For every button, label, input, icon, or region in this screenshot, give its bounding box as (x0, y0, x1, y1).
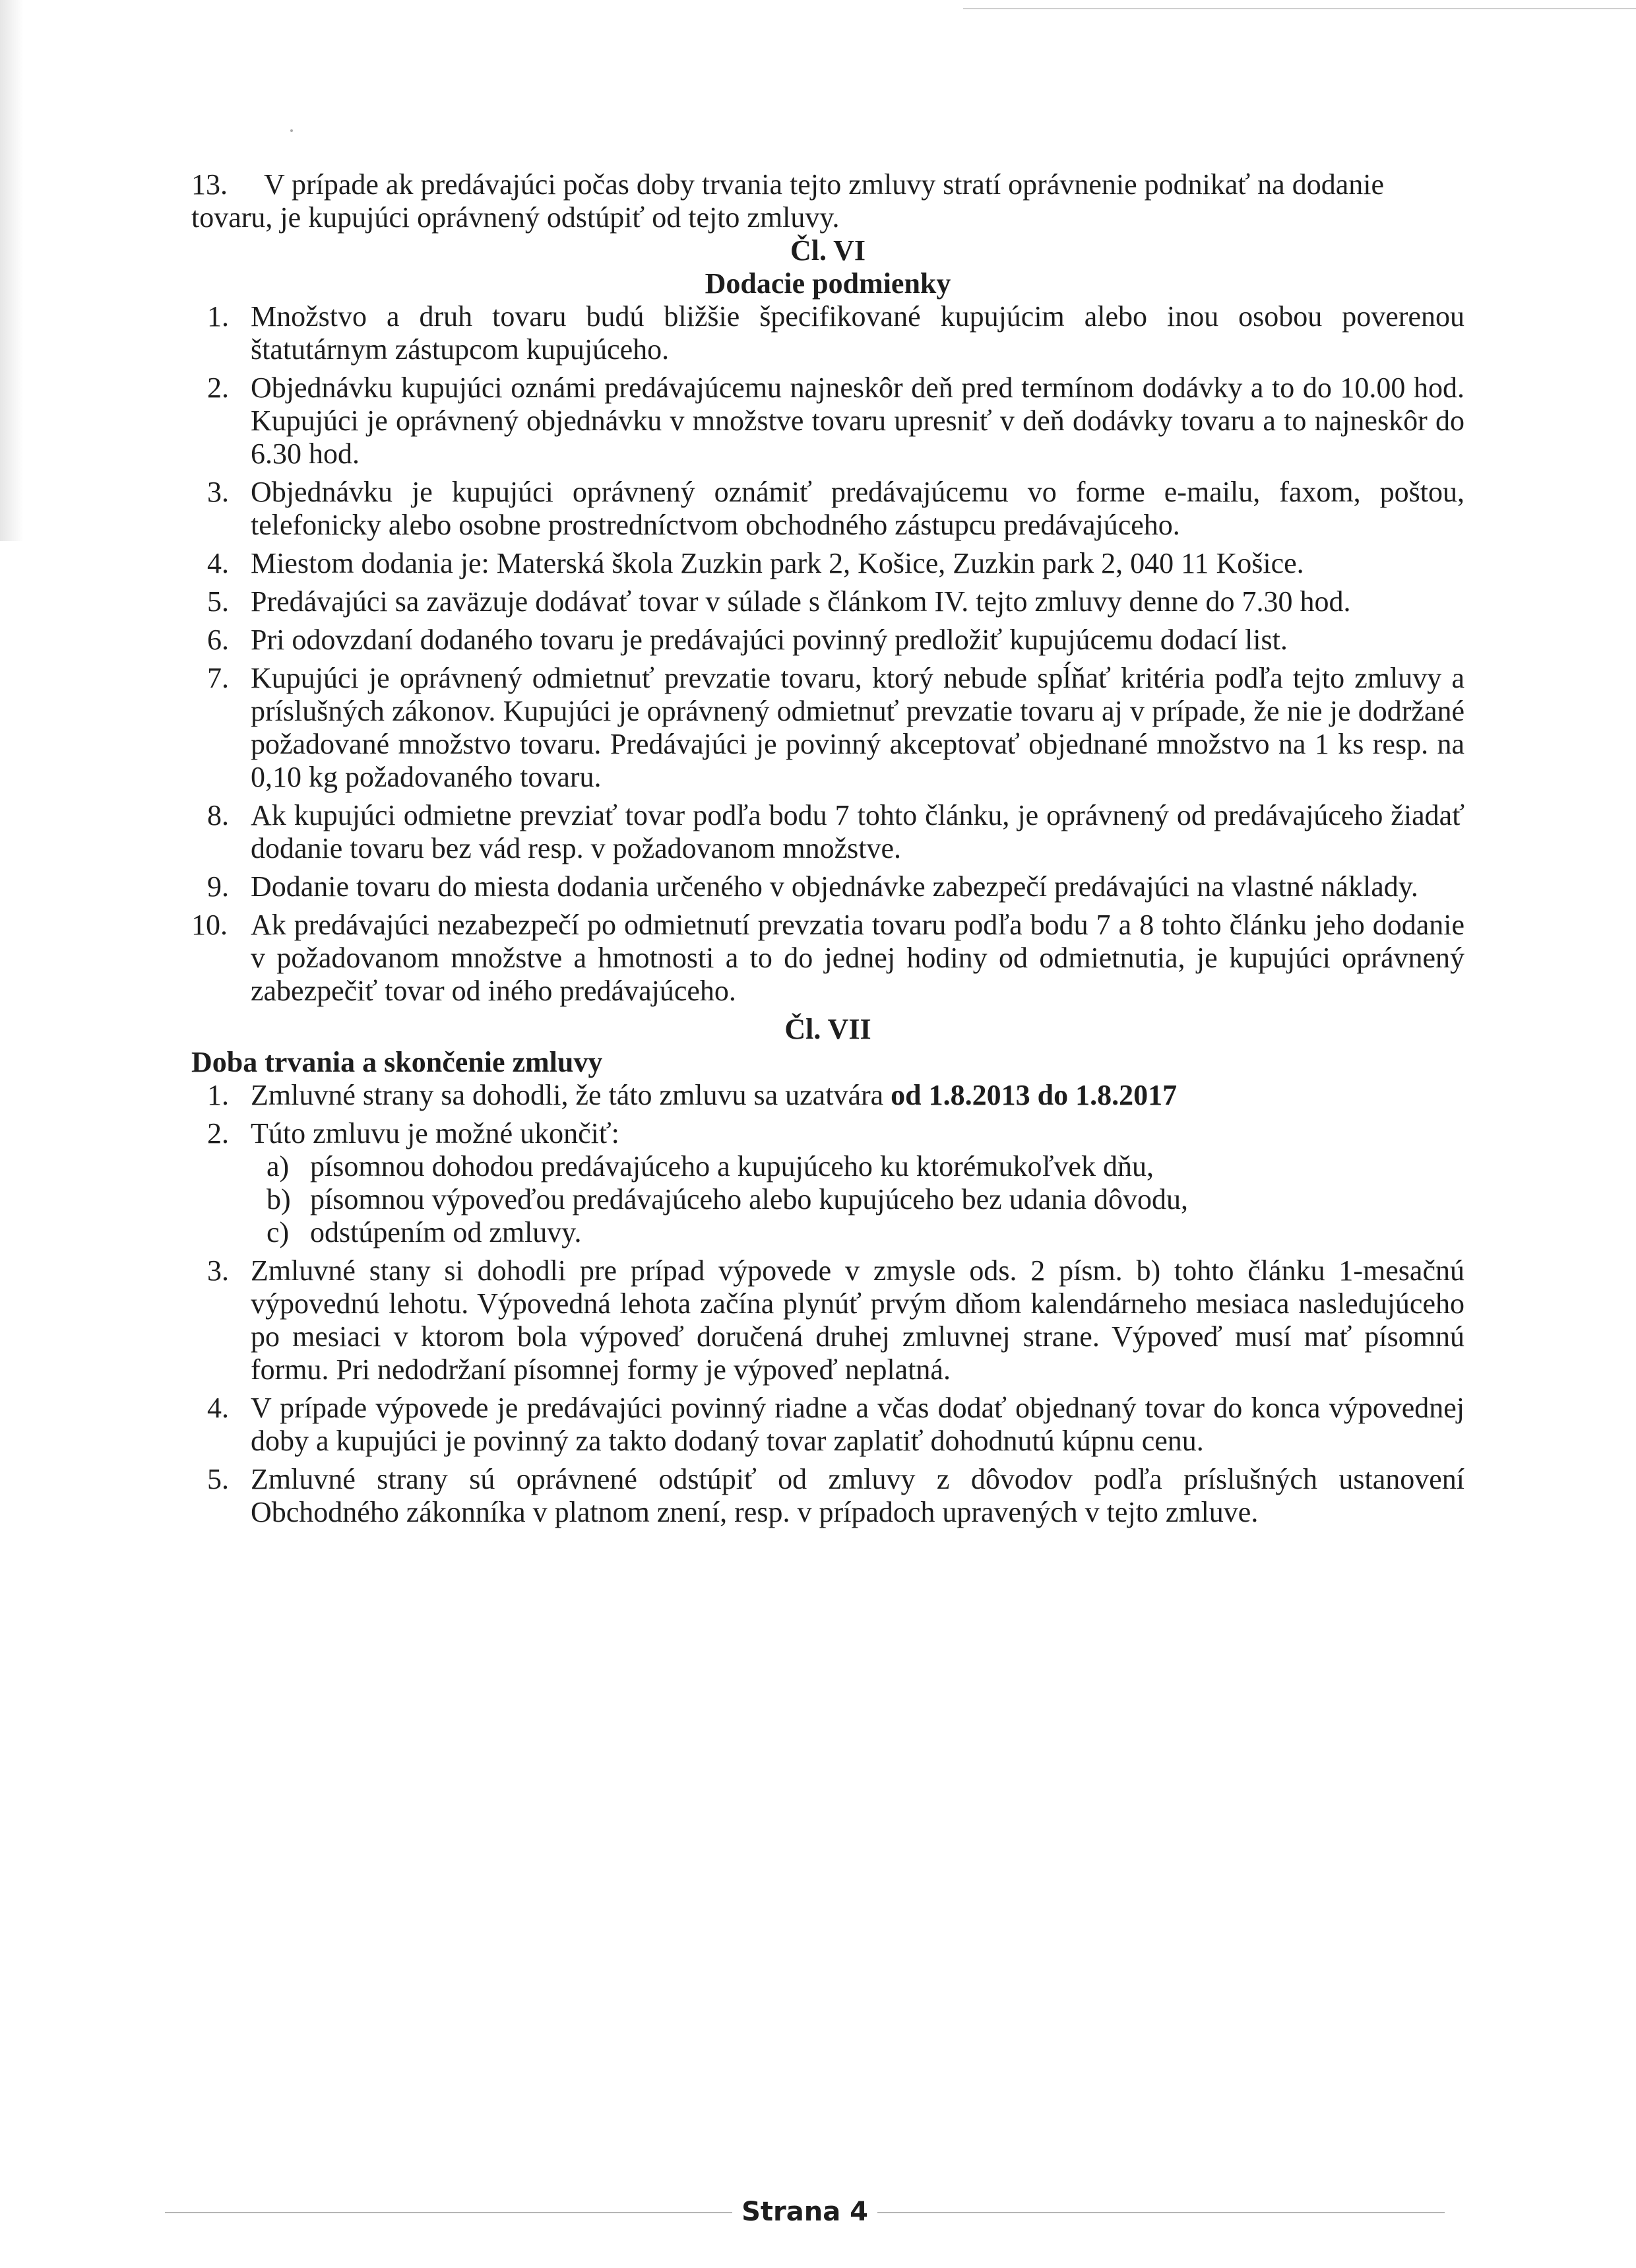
item-number: 2. (207, 1117, 229, 1150)
item-number: 6. (207, 624, 229, 656)
paragraph-text: V prípade ak predávajúci počas doby trvania tejto zmluvy stratí oprávnenie podnikať na dodanie tovaru, je kupujúci oprávnený odstúpiť od tejto zmluvy. (191, 168, 1384, 234)
sub-item (251, 1150, 1464, 1183)
item-number: 1. (207, 1079, 229, 1111)
item-number: 8. (207, 799, 229, 831)
article-7-list (191, 1079, 1464, 1529)
article-6-list (191, 300, 1464, 1008)
list-item (191, 300, 1464, 366)
item-text: Ak predávajúci nezabezpečí po odmietnutí prevzatia tovaru podľa bodu 7 a 8 tohto článku jeho dodanie v požadovanom množstve a hmotnosti a to do jednej hodiny od odmietnutia, je kupujúci oprávnený zabezpečiť tovar od iného predávajúceho. (251, 909, 1464, 1007)
item-number: 4. (207, 547, 229, 579)
article-6-heading: Čl. VI (790, 234, 866, 267)
article-6-title: Dodacie podmienky (705, 267, 951, 300)
item-text: Dodanie tovaru do miesta dodania určeného v objednávke zabezpečí predávajúci na vlastné náklady. (251, 870, 1418, 903)
list-item (191, 1392, 1464, 1458)
item-number: 7. (207, 662, 229, 694)
sub-item-text: písomnou výpoveďou predávajúceho alebo kupujúceho bez udania dôvodu, (310, 1183, 1188, 1215)
item-number: 4. (207, 1392, 229, 1424)
item-text: Miestom dodania je: Materská škola Zuzkin park 2, Košice, Zuzkin park 2, 040 11 Košice. (251, 547, 1304, 579)
list-item (191, 624, 1464, 657)
article-7-title: Doba trvania a skončenie zmluvy (191, 1046, 603, 1078)
termination-options (251, 1150, 1464, 1249)
page-number: Strana 4 (741, 2197, 868, 2227)
list-item (191, 372, 1464, 470)
item-text: Predávajúci sa zaväzuje dodávať tovar v súlade s článkom IV. tejto zmluvy denne do 7.30 hod. (251, 585, 1351, 618)
scan-edge-line (963, 8, 1636, 9)
item-text: Zmluvné strany sú oprávnené odstúpiť od zmluvy z dôvodov podľa príslušných ustanovení Obchodného zákonníka v platnom znení, resp. v prípadoch upravených v tejto zmluve. (251, 1463, 1464, 1528)
item-number: 5. (207, 1463, 229, 1495)
page-footer (165, 2196, 1445, 2229)
item-number: 10. (191, 909, 228, 941)
list-item (191, 1117, 1464, 1249)
sub-item-letter: b) (267, 1183, 291, 1215)
item-number: 3. (207, 476, 229, 508)
item-text: Množstvo a druh tovaru budú bližšie špecifikované kupujúcim alebo inou osobou poverenou štatutárnym zástupcom kupujúceho. (251, 300, 1464, 366)
list-item (191, 909, 1464, 1008)
article-7-heading: Čl. VII (784, 1013, 871, 1045)
paragraph-13 (191, 168, 1464, 234)
item-number: 1. (207, 300, 229, 333)
item-text: Túto zmluvu je možné ukončiť: (251, 1117, 619, 1150)
sub-item-text: písomnou dohodou predávajúceho a kupujúceho ku ktorémukoľvek dňu, (310, 1150, 1154, 1183)
item-number: 2. (207, 372, 229, 404)
list-item (191, 662, 1464, 794)
scan-left-shadow (0, 0, 24, 541)
contract-period: od 1.8.2013 do 1.8.2017 (891, 1079, 1178, 1111)
list-item (191, 547, 1464, 580)
list-item (191, 1079, 1464, 1112)
item-text: Zmluvné strany sa dohodli, že táto zmluvu sa uzatvára (251, 1079, 891, 1111)
list-item (191, 585, 1464, 618)
item-text: Ak kupujúci odmietne prevziať tovar podľa bodu 7 tohto článku, je oprávnený od predávajúceho žiadať dodanie tovaru bez vád resp. v požadovanom množstve. (251, 799, 1464, 864)
scan-speck (290, 129, 293, 132)
list-item (191, 870, 1464, 903)
item-number: 9. (207, 870, 229, 903)
sub-item-text: odstúpením od zmluvy. (310, 1216, 582, 1248)
document-body (191, 168, 1464, 1534)
item-text: Objednávku je kupujúci oprávnený oznámiť predávajúcemu vo forme e-mailu, faxom, poštou, telefonicky alebo osobne prostredníctvom obchodného zástupcu predávajúceho. (251, 476, 1464, 541)
item-number: 5. (207, 585, 229, 618)
item-text: Objednávku kupujúci oznámi predávajúcemu najneskôr deň pred termínom dodávky a to do 10.00 hod. Kupujúci je oprávnený objednávku v množstve tovaru upresniť v deň dodávky tovaru a to najneskôr do 6.30 hod. (251, 372, 1464, 470)
sub-item-letter: c) (267, 1216, 290, 1248)
list-item (191, 1463, 1464, 1529)
item-text: V prípade výpovede je predávajúci povinný riadne a včas dodať objednaný tovar do konca výpovednej doby a kupujúci je povinný za takto dodaný tovar zaplatiť dohodnutú kúpnu cenu. (251, 1392, 1464, 1457)
sub-item (251, 1216, 1464, 1249)
list-item (191, 799, 1464, 865)
item-text: Pri odovzdaní dodaného tovaru je predávajúci povinný predložiť kupujúcemu dodací list. (251, 624, 1288, 656)
sub-item (251, 1183, 1464, 1216)
sub-item-letter: a) (267, 1150, 290, 1183)
item-text: Zmluvné stany si dohodli pre prípad výpovede v zmysle ods. 2 písm. b) tohto článku 1-mesačnú výpovednú lehotu. Výpovedná lehota začína plynúť prvým dňom kalendárneho mesiaca nasledujúceho po mesiaci v ktorom bola výpoveď doručená druhej zmluvnej strane. Výpoveď musí mať písomnú formu. Pri nedodržaní písomnej formy je výpoveď neplatná. (251, 1254, 1464, 1386)
list-item (191, 1254, 1464, 1386)
paragraph-number: 13. (191, 168, 228, 201)
item-number: 3. (207, 1254, 229, 1287)
item-text: Kupujúci je oprávnený odmietnuť prevzatie tovaru, ktorý nebude spĺňať kritéria podľa tejto zmluvy a príslušných zákonov. Kupujúci je oprávnený odmietnuť prevzatie tovaru aj v prípade, že nie je dodržané požadované množstvo tovaru. Predávajúci je povinný akceptovať objednané množstvo na 1 ks resp. na 0,10 kg požadovaného tovaru. (251, 662, 1464, 793)
footer-rule-right (877, 2212, 1445, 2213)
list-item (191, 476, 1464, 542)
